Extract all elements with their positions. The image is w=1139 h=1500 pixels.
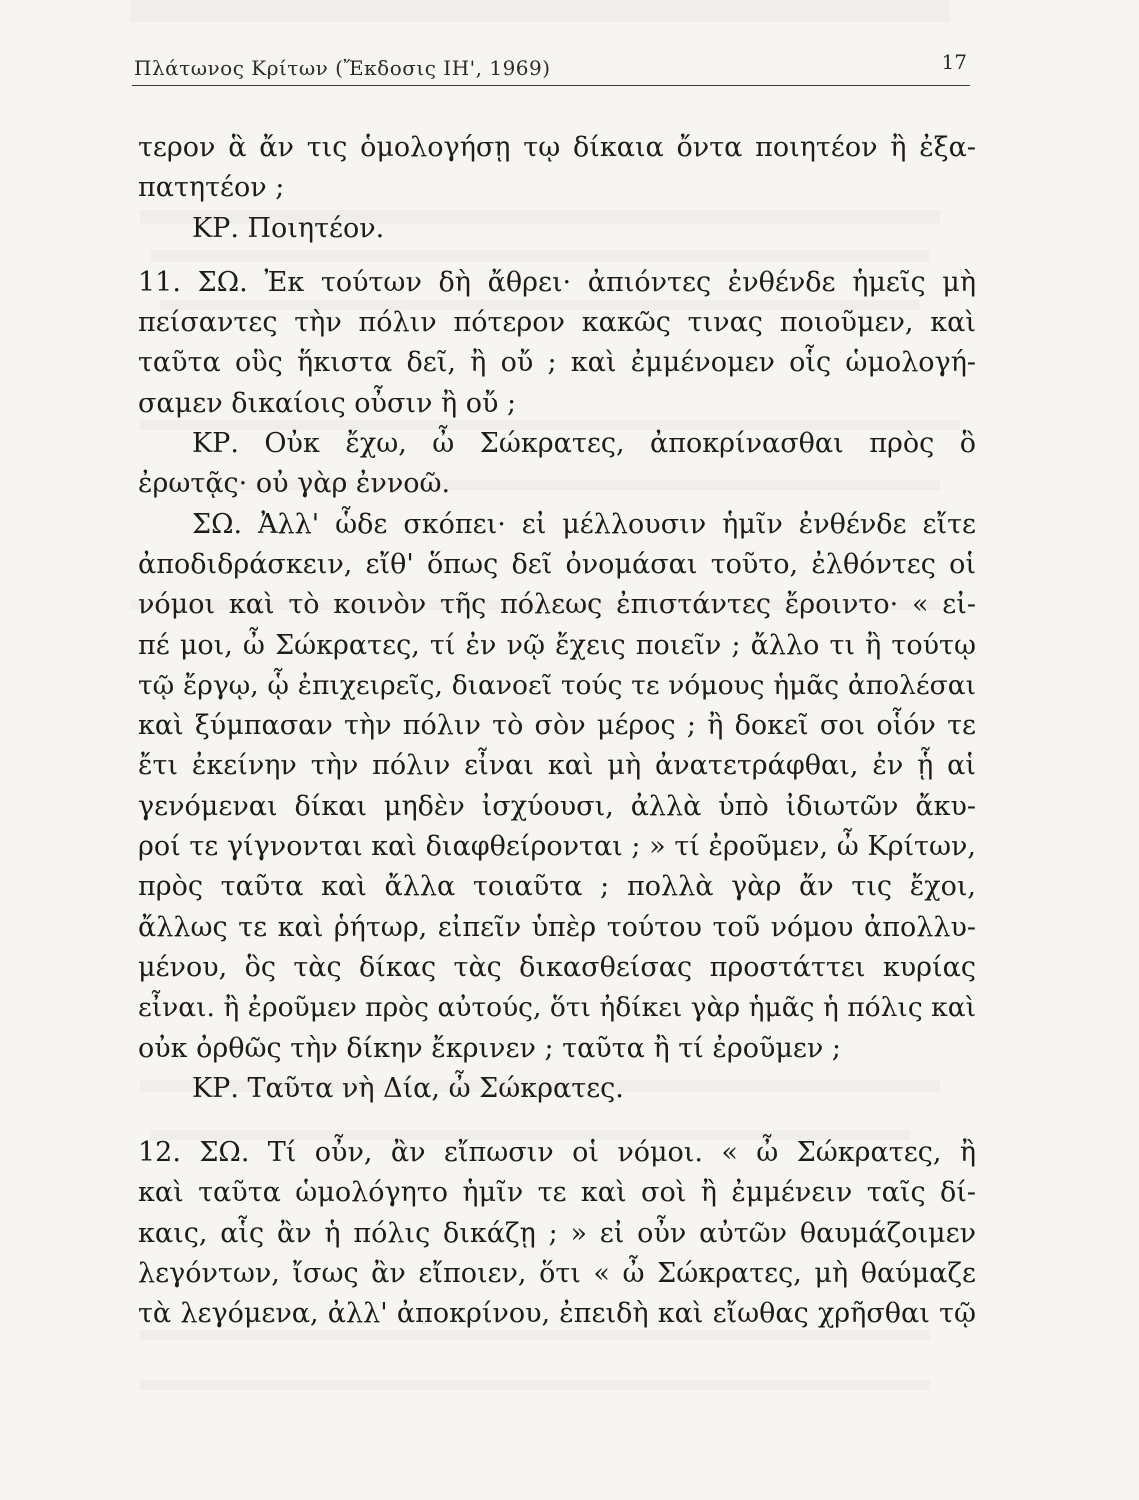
text-line: γενόμεναι δίκαι μηδὲν ἰσχύουσι, ἀλλὰ ὑπὸ ἰδιωτῶν ἄκυ- [138,790,976,822]
text-line: σαμεν δικαίοις οὖσιν ἢ οὔ ; [138,387,517,419]
text-line: ροί τε γίγνονται καὶ διαφθείρονται ; » τί ἐροῦμεν, ὦ Κρίτων, [138,831,976,863]
text-line: ΚΡ. Ταῦτα νὴ Δία, ὦ Σώκρατες. [192,1072,624,1104]
text-line: τὰ λεγόμενα, ἀλλ' ἀποκρίνου, ἐπειδὴ καὶ εἴωθας χρῆσθαι τῷ [138,1298,976,1330]
paragraph-2-speaker-kr [138,209,976,249]
header-rule [132,85,970,86]
text-line: πέ μοι, ὦ Σώκρατες, τί ἐν νῷ ἔχεις ποιεῖν ; ἄλλο τι ἢ τούτῳ [138,629,976,661]
text-line: ἄλλως τε καὶ ῥήτωρ, εἰπεῖν ὑπὲρ τούτου τοῦ νόμου ἀπολλυ- [138,911,976,943]
text-line: ἀποδιδράσκειν, εἴθ' ὅπως δεῖ ὀνομάσαι τοῦτο, ἐλθόντες οἱ [138,548,976,580]
text-line: πρὸς ταῦτα καὶ ἄλλα τοιαῦτα ; πολλὰ γὰρ ἄν τις ἔχοι, [138,871,976,903]
text-line: καις, αἷς ἂν ἡ πόλις δικάζῃ ; » εἰ οὖν αὐτῶν θαυμάζοιμεν [138,1217,976,1249]
text-line: ταῦτα οὓς ἥκιστα δεῖ, ἢ οὔ ; καὶ ἐμμένομεν οἷς ὡμολογή- [138,347,976,379]
text-line: πείσαντες τὴν πόλιν πότερον κακῶς τινας ποιοῦμεν, καὶ [138,307,976,339]
text-line: ΚΡ. Ποιητέον. [192,212,385,244]
text-line: ΚΡ. Οὐκ ἔχω, ὦ Σώκρατες, ἀποκρίνασθαι πρὸς ὃ [192,428,976,460]
paragraph-6-speaker-kr [138,1069,976,1109]
page-number: 17 [941,50,967,74]
paragraph-7-section-12 [138,1133,976,1334]
text-line: 12. ΣΩ. Τί οὖν, ἂν εἴπωσιν οἱ νόμοι. « ὦ Σώκρατες, ἢ [138,1137,976,1169]
running-title: Πλάτωνος Κρίτων (Ἔκδοσις ΙΗ', 1969) [134,56,551,80]
text-line: ἐρωτᾷς· οὐ γὰρ ἐννοῶ. [138,468,451,500]
section-gap [138,249,976,263]
text-line: ΣΩ. Ἀλλ' ὧδε σκόπει· εἰ μέλλουσιν ἡμῖν ἐνθένδε εἴτε [192,508,976,540]
text-line: ἔτι ἐκείνην τὴν πόλιν εἶναι καὶ μὴ ἀνατετράφθαι, ἐν ᾗ αἱ [138,750,976,782]
text-line: καὶ ξύμπασαν τὴν πόλιν τὸ σὸν μέρος ; ἢ δοκεῖ σοι οἷόν τε [138,710,976,742]
text-line: λεγόντων, ἴσως ἂν εἴποιεν, ὅτι « ὦ Σώκρατες, μὴ θαύμαζε [138,1258,976,1290]
paragraph-5-speaker-so [138,505,976,1069]
section-gap [138,1109,976,1133]
paragraph-3-section-11 [138,263,976,424]
text-line: 11. ΣΩ. Ἐκ τούτων δὴ ἄθρει· ἀπιόντες ἐνθένδε ἡμεῖς μὴ [138,266,976,298]
text-line: νόμοι καὶ τὸ κοινὸν τῆς πόλεως ἐπιστάντες ἔροιντο· « εἰ- [138,589,976,621]
text-line: μένου, ὃς τὰς δίκας τὰς δικασθείσας προστάττει κυρίας [138,951,976,983]
paragraph-4-speaker-kr [138,424,976,505]
body-text [138,128,976,1335]
text-line: τῷ ἔργῳ, ᾧ ἐπιχειρεῖς, διανοεῖ τούς τε νόμους ἡμᾶς ἀπολέσαι [138,669,976,701]
text-line: οὐκ ὀρθῶς τὴν δίκην ἔκρινεν ; ταῦτα ἢ τί ἐροῦμεν ; [138,1032,841,1064]
text-line: τερον ἃ ἄν τις ὁμολογήσῃ τῳ δίκαια ὄντα ποιητέον ἢ ἐξα- [138,132,976,163]
paragraph-1 [138,128,976,209]
text-line: καὶ ταῦτα ὡμολόγητο ἡμῖν τε καὶ σοὶ ἢ ἐμμένειν ταῖς δί- [138,1177,976,1209]
text-line: πατητέον ; [138,172,285,204]
text-line: εἶναι. ἢ ἐροῦμεν πρὸς αὐτούς, ὅτι ἠδίκει γὰρ ἡμᾶς ἡ πόλις καὶ [138,992,976,1024]
